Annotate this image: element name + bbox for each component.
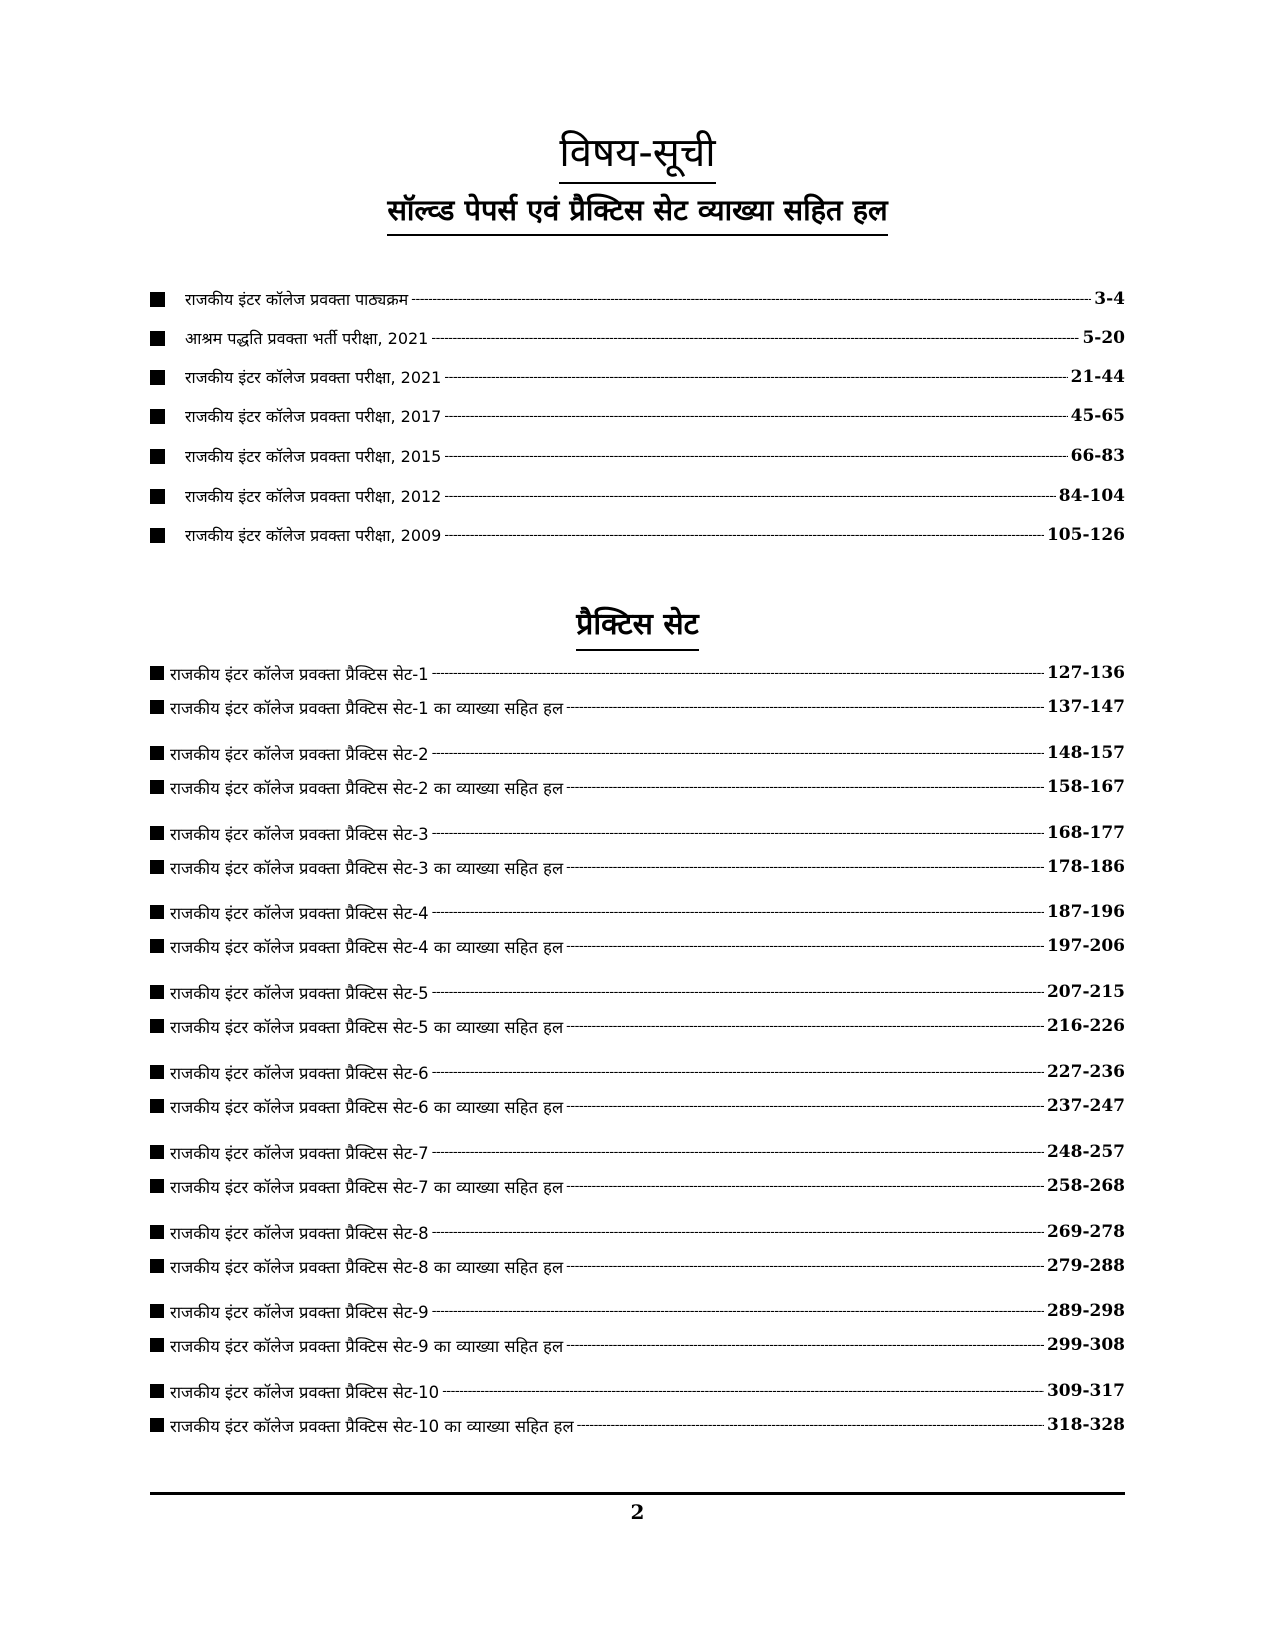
page-subtitle: [0, 190, 1275, 236]
toc-entry-label: राजकीय इंटर कॉलेज प्रवक्ता प्रैक्टिस सेट-8: [170, 1223, 429, 1243]
practice-heading: [0, 605, 1275, 651]
toc-entry-pages: 105-126: [1046, 525, 1125, 545]
square-bullet-icon: [150, 528, 165, 543]
toc-entry-pages: 269-278: [1046, 1222, 1125, 1242]
toc-entry-label: राजकीय इंटर कॉलेज प्रवक्ता प्रैक्टिस सेट-7 का व्याख्या सहित हल: [170, 1177, 564, 1197]
toc-entry[interactable]: [150, 1332, 1125, 1358]
toc-entry-label: राजकीय इंटर कॉलेज प्रवक्ता प्रैक्टिस सेट-6: [170, 1063, 429, 1083]
toc-entry-label: राजकीय इंटर कॉलेज प्रवक्ता प्रैक्टिस सेट-9: [170, 1302, 429, 1322]
toc-entry-label: राजकीय इंटर कॉलेज प्रवक्ता प्रैक्टिस सेट-7: [170, 1143, 429, 1163]
square-bullet-icon: [150, 489, 165, 504]
square-bullet-icon: [150, 331, 165, 346]
page-number: 2: [630, 1500, 645, 1524]
square-bullet-icon: [150, 666, 164, 680]
square-bullet-icon: [150, 746, 164, 760]
dotted-leader: [432, 904, 1044, 920]
dotted-leader: [432, 1144, 1044, 1160]
toc-entry-label: राजकीय इंटर कॉलेज प्रवक्ता प्रैक्टिस सेट-2 का व्याख्या सहित हल: [170, 778, 564, 798]
toc-entry-label: राजकीय इंटर कॉलेज प्रवक्ता परीक्षा, 2017: [185, 407, 442, 426]
square-bullet-icon: [150, 700, 164, 714]
toc-entry[interactable]: [150, 660, 1125, 686]
toc-entry-label: राजकीय इंटर कॉलेज प्रवक्ता प्रैक्टिस सेट-3: [170, 824, 429, 844]
square-bullet-icon: [150, 826, 164, 840]
toc-entry-pages: 248-257: [1046, 1142, 1125, 1162]
toc-entry[interactable]: [150, 1219, 1125, 1245]
dotted-leader: [444, 369, 1067, 385]
subtitle-text: सॉल्व्ड पेपर्स एवं प्रैक्टिस सेट व्याख्या सहित हल: [387, 190, 887, 236]
toc-entry-pages: 299-308: [1046, 1335, 1125, 1355]
toc-entry-label: आश्रम पद्धति प्रवक्ता भर्ती परीक्षा, 2021: [185, 329, 429, 348]
toc-entry-pages: 168-177: [1046, 823, 1125, 843]
dotted-leader: [432, 1224, 1044, 1240]
toc-entry[interactable]: [150, 740, 1125, 766]
toc-entry[interactable]: [150, 522, 1125, 548]
toc-entry[interactable]: [150, 1173, 1125, 1199]
toc-entry-label: राजकीय इंटर कॉलेज प्रवक्ता परीक्षा, 2009: [185, 526, 442, 545]
toc-entry-pages: 318-328: [1046, 1415, 1125, 1435]
dotted-leader: [566, 1337, 1044, 1353]
main-title-text: विषय-सूची: [559, 128, 715, 184]
dotted-leader: [566, 1258, 1044, 1274]
toc-entry-label: राजकीय इंटर कॉलेज प्रवक्ता प्रैक्टिस सेट-8 का व्याख्या सहित हल: [170, 1257, 564, 1277]
toc-entry-label: राजकीय इंटर कॉलेज प्रवक्ता प्रैक्टिस सेट-1: [170, 664, 429, 684]
toc-entry[interactable]: [150, 1013, 1125, 1039]
toc-entry[interactable]: [150, 899, 1125, 925]
toc-entry-label: राजकीय इंटर कॉलेज प्रवक्ता परीक्षा, 2012: [185, 487, 442, 506]
toc-entry-pages: 21-44: [1070, 367, 1125, 387]
toc-entry-pages: 187-196: [1046, 902, 1125, 922]
toc-entry-pages: 237-247: [1046, 1096, 1125, 1116]
square-bullet-icon: [150, 1384, 164, 1398]
toc-entry-pages: 178-186: [1046, 857, 1125, 877]
toc-entry[interactable]: [150, 820, 1125, 846]
toc-entry[interactable]: [150, 483, 1125, 509]
square-bullet-icon: [150, 985, 164, 999]
dotted-leader: [566, 1098, 1044, 1114]
square-bullet-icon: [150, 1225, 164, 1239]
square-bullet-icon: [150, 1099, 164, 1113]
toc-entry[interactable]: [150, 933, 1125, 959]
page-title: [0, 128, 1275, 184]
toc-entry-label: राजकीय इंटर कॉलेज प्रवक्ता प्रैक्टिस सेट-9 का व्याख्या सहित हल: [170, 1336, 564, 1356]
square-bullet-icon: [150, 1418, 164, 1432]
toc-entry[interactable]: [150, 1253, 1125, 1279]
toc-entry-pages: 127-136: [1046, 663, 1125, 683]
dotted-leader: [442, 1383, 1044, 1399]
toc-entry[interactable]: [150, 854, 1125, 880]
toc-entry-pages: 207-215: [1046, 982, 1125, 1002]
dotted-leader: [432, 665, 1044, 681]
square-bullet-icon: [150, 292, 165, 307]
toc-entry-label: राजकीय इंटर कॉलेज प्रवक्ता प्रैक्टिस सेट-4: [170, 903, 429, 923]
toc-entry[interactable]: [150, 443, 1125, 469]
dotted-leader: [432, 745, 1044, 761]
dotted-leader: [432, 825, 1044, 841]
toc-entry-pages: 45-65: [1070, 406, 1125, 426]
toc-entry-pages: 84-104: [1058, 486, 1125, 506]
dotted-leader: [444, 448, 1067, 464]
practice-heading-text: प्रैक्टिस सेट: [576, 605, 698, 651]
toc-entry-pages: 279-288: [1046, 1256, 1125, 1276]
toc-entry[interactable]: [150, 1139, 1125, 1165]
square-bullet-icon: [150, 780, 164, 794]
dotted-leader: [432, 984, 1044, 1000]
toc-entry-pages: 227-236: [1046, 1062, 1125, 1082]
square-bullet-icon: [150, 409, 165, 424]
toc-entry-label: राजकीय इंटर कॉलेज प्रवक्ता प्रैक्टिस सेट-1 का व्याख्या सहित हल: [170, 698, 564, 718]
square-bullet-icon: [150, 939, 164, 953]
toc-entry-pages: 66-83: [1070, 446, 1125, 466]
toc-entry-label: राजकीय इंटर कॉलेज प्रवक्ता प्रैक्टिस सेट-10: [170, 1382, 440, 1402]
square-bullet-icon: [150, 1304, 164, 1318]
dotted-leader: [444, 488, 1055, 504]
square-bullet-icon: [150, 1145, 164, 1159]
toc-entry-pages: 148-157: [1046, 743, 1125, 763]
square-bullet-icon: [150, 860, 164, 874]
dotted-leader: [444, 408, 1067, 424]
toc-entry[interactable]: [150, 1093, 1125, 1119]
dotted-leader: [566, 1018, 1044, 1034]
square-bullet-icon: [150, 370, 165, 385]
toc-entry-label: राजकीय इंटर कॉलेज प्रवक्ता प्रैक्टिस सेट-2: [170, 744, 429, 764]
toc-entry[interactable]: [150, 286, 1125, 312]
toc-entry-label: राजकीय इंटर कॉलेज प्रवक्ता पाठ्यक्रम: [185, 290, 409, 309]
toc-entry[interactable]: [150, 325, 1125, 351]
square-bullet-icon: [150, 905, 164, 919]
toc-entry[interactable]: [150, 694, 1125, 720]
toc-entry-pages: 158-167: [1046, 777, 1125, 797]
square-bullet-icon: [150, 1065, 164, 1079]
toc-entry[interactable]: [150, 1298, 1125, 1324]
toc-entry[interactable]: [150, 979, 1125, 1005]
toc-entry-pages: 216-226: [1046, 1016, 1125, 1036]
toc-entry-label: राजकीय इंटर कॉलेज प्रवक्ता प्रैक्टिस सेट-5 का व्याख्या सहित हल: [170, 1017, 564, 1037]
toc-entry-pages: 309-317: [1046, 1381, 1125, 1401]
toc-entry[interactable]: [150, 364, 1125, 390]
toc-entry-pages: 197-206: [1046, 936, 1125, 956]
toc-entry-label: राजकीय इंटर कॉलेज प्रवक्ता परीक्षा, 2015: [185, 447, 442, 466]
dotted-leader: [566, 859, 1044, 875]
dotted-leader: [432, 1303, 1044, 1319]
toc-entry-label: राजकीय इंटर कॉलेज प्रवक्ता परीक्षा, 2021: [185, 368, 442, 387]
toc-entry-label: राजकीय इंटर कॉलेज प्रवक्ता प्रैक्टिस सेट-5: [170, 983, 429, 1003]
toc-entry[interactable]: [150, 403, 1125, 429]
toc-entry-pages: 258-268: [1046, 1176, 1125, 1196]
dotted-leader: [566, 779, 1044, 795]
toc-entry[interactable]: [150, 1059, 1125, 1085]
toc-entry[interactable]: [150, 774, 1125, 800]
toc-entry-label: राजकीय इंटर कॉलेज प्रवक्ता प्रैक्टिस सेट-3 का व्याख्या सहित हल: [170, 858, 564, 878]
dotted-leader: [411, 291, 1091, 307]
footer-divider: [150, 1492, 1125, 1495]
square-bullet-icon: [150, 449, 165, 464]
toc-entry-pages: 289-298: [1046, 1301, 1125, 1321]
dotted-leader: [431, 330, 1079, 346]
square-bullet-icon: [150, 1338, 164, 1352]
square-bullet-icon: [150, 1019, 164, 1033]
toc-entry-label: राजकीय इंटर कॉलेज प्रवक्ता प्रैक्टिस सेट-10 का व्याख्या सहित हल: [170, 1416, 574, 1436]
toc-entry-pages: 5-20: [1082, 328, 1125, 348]
toc-entry-label: राजकीय इंटर कॉलेज प्रवक्ता प्रैक्टिस सेट-6 का व्याख्या सहित हल: [170, 1097, 564, 1117]
dotted-leader: [566, 1178, 1044, 1194]
dotted-leader: [566, 699, 1044, 715]
toc-entry-pages: 137-147: [1046, 697, 1125, 717]
square-bullet-icon: [150, 1259, 164, 1273]
toc-entry[interactable]: [150, 1412, 1125, 1438]
dotted-leader: [577, 1417, 1044, 1433]
dotted-leader: [566, 938, 1044, 954]
dotted-leader: [444, 527, 1044, 543]
toc-entry[interactable]: [150, 1378, 1125, 1404]
square-bullet-icon: [150, 1179, 164, 1193]
dotted-leader: [432, 1064, 1044, 1080]
toc-entry-pages: 3-4: [1094, 289, 1125, 309]
toc-entry-label: राजकीय इंटर कॉलेज प्रवक्ता प्रैक्टिस सेट-4 का व्याख्या सहित हल: [170, 937, 564, 957]
